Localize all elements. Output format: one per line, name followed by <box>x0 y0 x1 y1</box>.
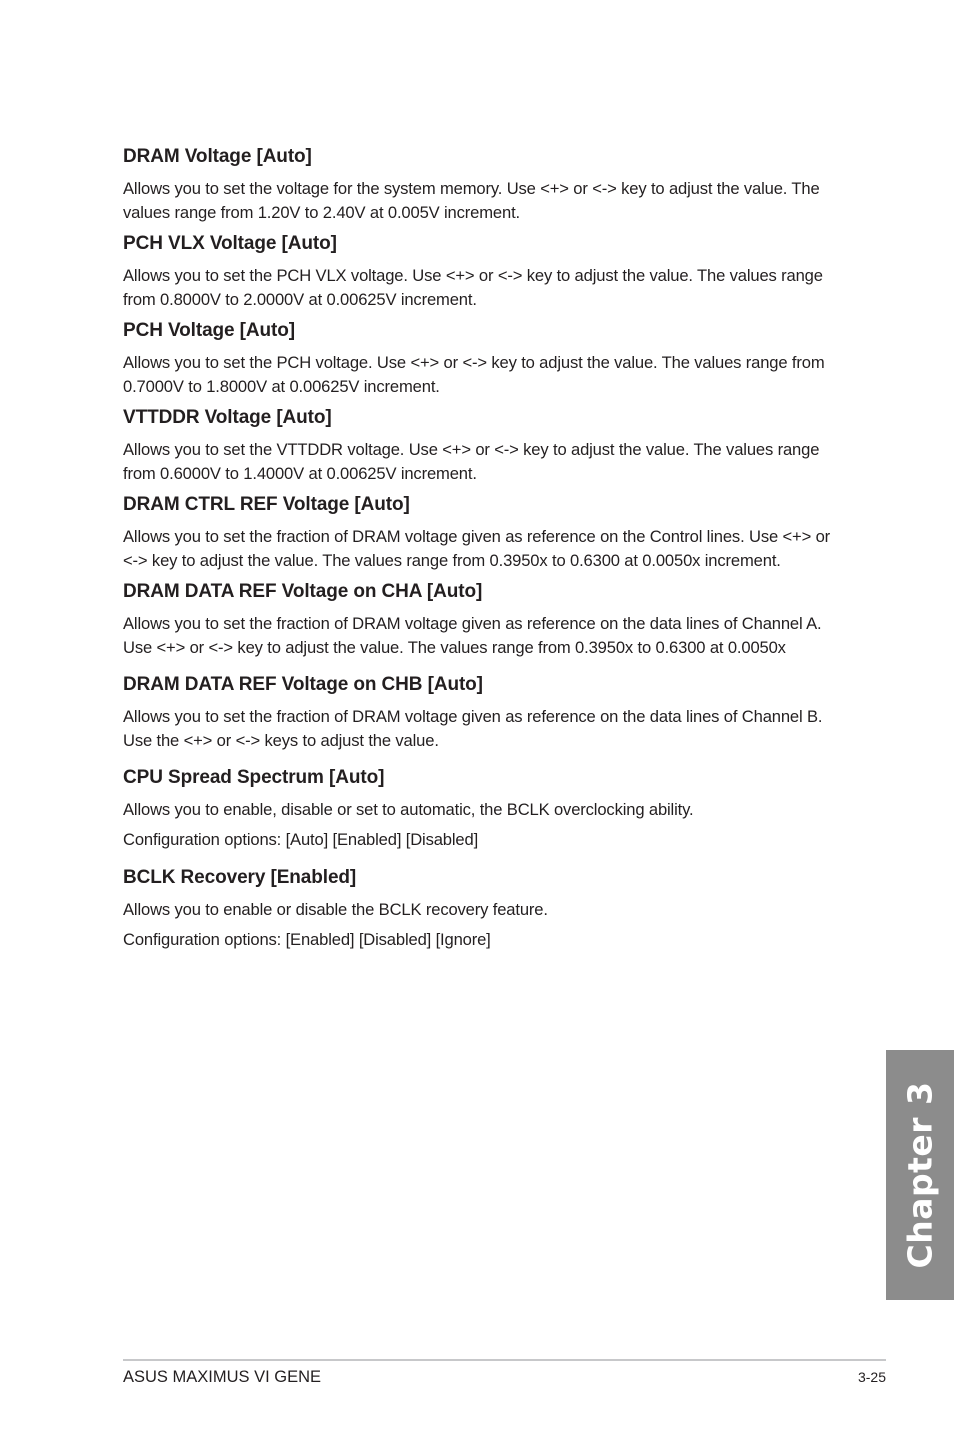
section-description: Allows you to set the fraction of DRAM voltage given as reference on the data lines of Channel B. Use the <+> or <-> keys to adjust the value. <box>123 707 823 750</box>
chapter-tab <box>886 1050 954 1300</box>
section-description: Allows you to set the PCH VLX voltage. Use <+> or <-> key to adjust the value. The values range from 0.8000V to 2.0000V at 0.00625V increment. <box>123 266 823 309</box>
section-heading: DRAM CTRL REF Voltage [Auto] <box>123 494 410 515</box>
section-heading: PCH Voltage [Auto] <box>123 320 296 341</box>
section-description: Allows you to set the fraction of DRAM voltage given as reference on the data lines of Channel A. Use <+> or <-> key to adjust the value. The values range from 0.3950x to 0.6300 at 0.0050x <box>123 614 822 657</box>
section-pch-voltage <box>123 320 839 398</box>
footer-page-number: 3-25 <box>857 1369 886 1385</box>
section-description: Allows you to set the PCH voltage. Use <+> or <-> key to adjust the value. The values range from 0.7000V to 1.8000V at 0.00625V increment. <box>123 353 825 396</box>
footer-divider <box>123 1359 886 1361</box>
configuration-options: Configuration options: [Auto] [Enabled] [Disabled] <box>123 830 479 849</box>
section-description: Allows you to enable, disable or set to automatic, the BCLK overclocking ability. <box>123 800 694 819</box>
section-description: Allows you to set the fraction of DRAM voltage given as reference on the Control lines. Use <+> or <-> key to adjust the value. The values range from 0.3950x to 0.6300 at 0.0050x increment. <box>123 527 831 570</box>
section-heading: VTTDDR Voltage [Auto] <box>123 407 332 428</box>
section-vttddr-voltage <box>123 407 839 485</box>
section-pch-vlx-voltage <box>123 233 839 311</box>
section-heading: PCH VLX Voltage [Auto] <box>123 233 337 254</box>
configuration-options: Configuration options: [Enabled] [Disabled] [Ignore] <box>123 929 491 949</box>
chapter-tab-label: Chapter 3 <box>900 1081 940 1269</box>
section-dram-data-ref-chb <box>123 674 839 752</box>
section-heading: DRAM DATA REF Voltage on CHB [Auto] <box>123 674 483 695</box>
section-cpu-spread-spectrum <box>123 767 839 852</box>
footer-product-name: ASUS MAXIMUS VI GENE <box>123 1368 322 1386</box>
section-heading: DRAM DATA REF Voltage on CHA [Auto] <box>123 581 483 602</box>
section-description: Allows you to set the voltage for the system memory. Use <+> or <-> key to adjust the value. The values range from 1.20V to 2.40V at 0.005V increment. <box>123 179 820 222</box>
section-heading: DRAM Voltage [Auto] <box>123 146 312 167</box>
section-description: Allows you to set the VTTDDR voltage. Use <+> or <-> key to adjust the value. The values range from 0.6000V to 1.4000V at 0.00625V increment. <box>123 440 820 483</box>
section-dram-data-ref-cha <box>123 581 839 659</box>
section-description: Allows you to enable or disable the BCLK recovery feature. <box>123 899 548 919</box>
section-heading: BCLK Recovery [Enabled] <box>123 866 357 888</box>
manual-content <box>123 146 839 960</box>
section-bclk-recovery <box>123 867 839 952</box>
section-heading: CPU Spread Spectrum [Auto] <box>123 767 385 788</box>
section-dram-voltage <box>123 146 839 224</box>
section-dram-ctrl-ref-voltage <box>123 494 839 572</box>
